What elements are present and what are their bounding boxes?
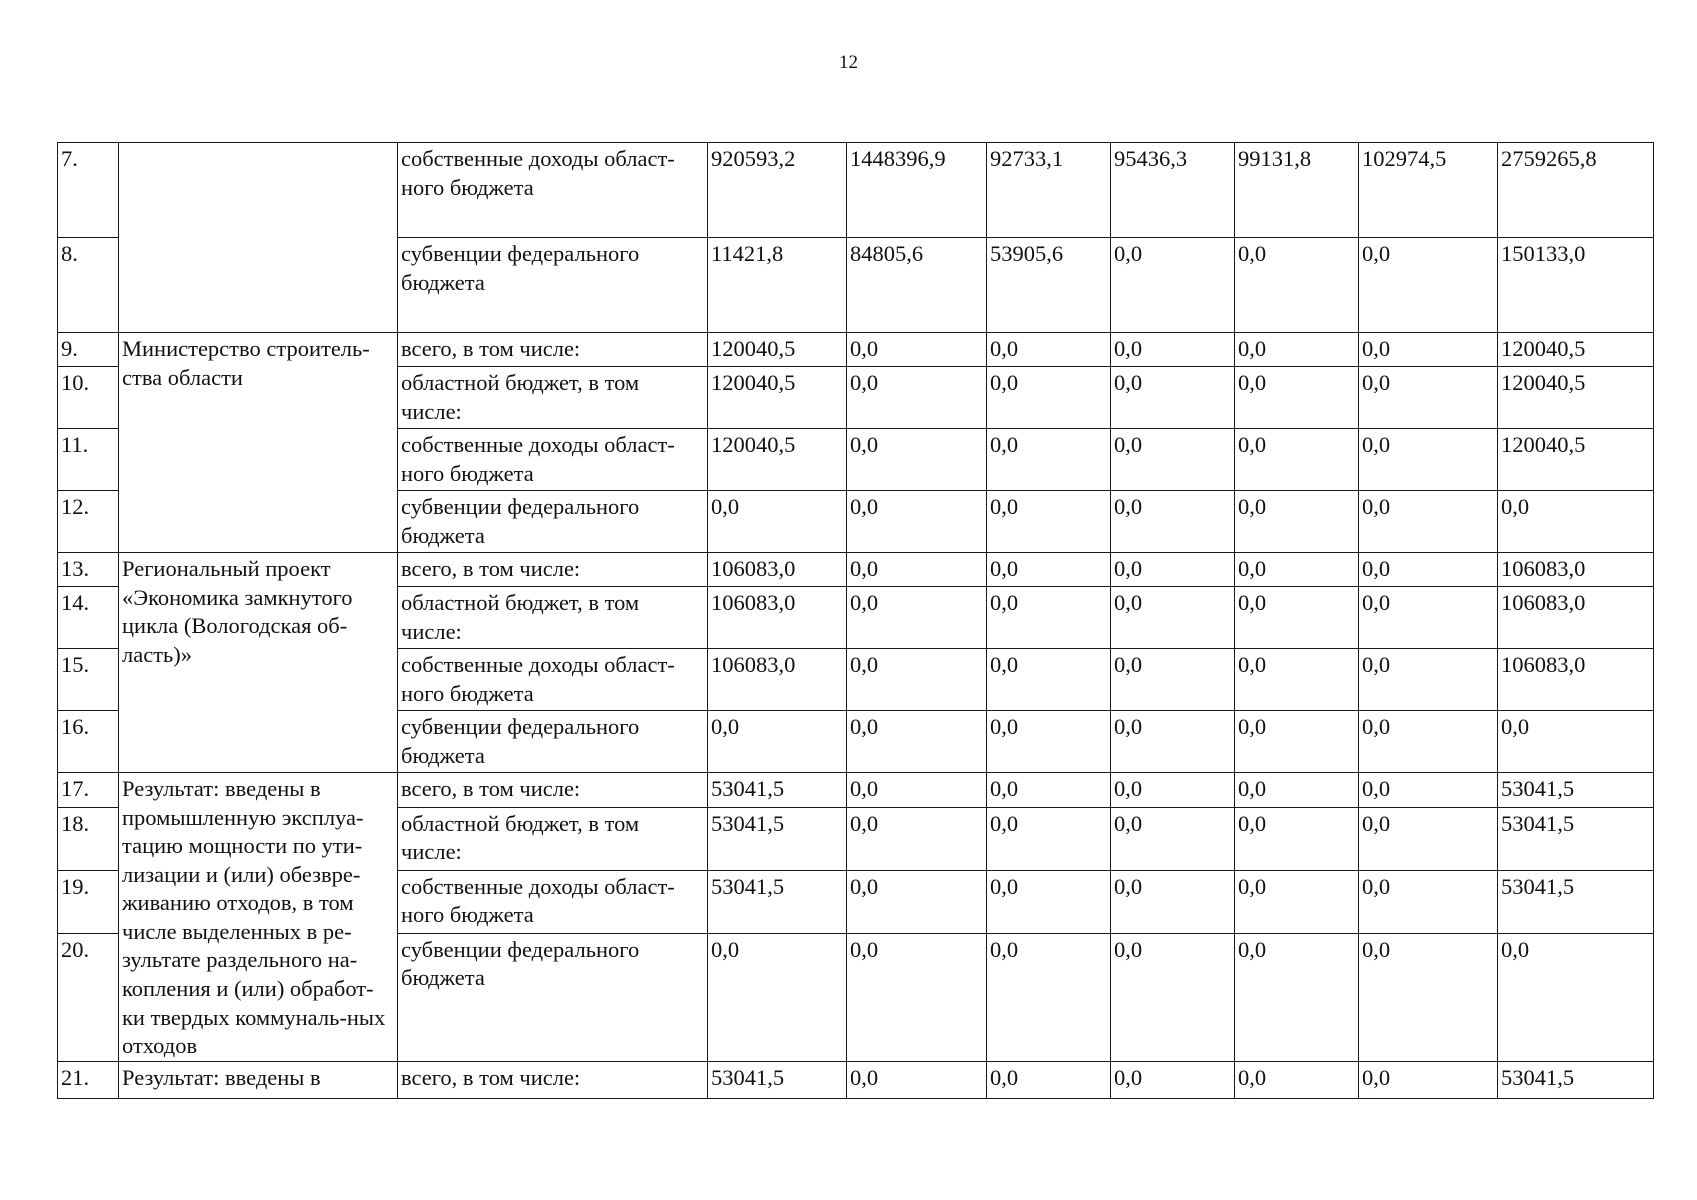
value-cell: 53041,5 — [708, 773, 847, 808]
funding-source-cell: областной бюджет, в том числе: — [398, 807, 708, 870]
value-cell: 102974,5 — [1359, 143, 1498, 238]
value-cell: 0,0 — [1498, 491, 1654, 553]
funding-source-cell: субвенции федерального бюджета — [398, 711, 708, 773]
funding-source-cell: собственные доходы област-ного бюджета — [398, 429, 708, 491]
value-cell: 0,0 — [708, 491, 847, 553]
value-cell: 0,0 — [708, 711, 847, 773]
value-cell: 120040,5 — [1498, 333, 1654, 367]
value-cell: 106083,0 — [1498, 553, 1654, 587]
value-cell: 0,0 — [1235, 1061, 1359, 1098]
value-cell: 95436,3 — [1111, 143, 1235, 238]
value-cell: 106083,0 — [708, 649, 847, 711]
value-cell: 0,0 — [987, 587, 1111, 649]
row-number-cell: 11. — [58, 429, 119, 491]
value-cell: 2759265,8 — [1498, 143, 1654, 238]
value-cell: 0,0 — [1111, 933, 1235, 1061]
value-cell: 120040,5 — [708, 367, 847, 429]
row-number-cell: 16. — [58, 711, 119, 773]
value-cell: 0,0 — [987, 807, 1111, 870]
value-cell: 0,0 — [1359, 333, 1498, 367]
value-cell: 0,0 — [1111, 491, 1235, 553]
value-cell: 0,0 — [1235, 933, 1359, 1061]
value-cell: 0,0 — [847, 870, 987, 933]
value-cell: 920593,2 — [708, 143, 847, 238]
responsible-cell: Результат: введены в — [119, 1061, 398, 1098]
value-cell: 0,0 — [1235, 711, 1359, 773]
value-cell: 0,0 — [1235, 807, 1359, 870]
value-cell: 1448396,9 — [847, 143, 987, 238]
funding-source-cell: всего, в том числе: — [398, 773, 708, 808]
value-cell: 53041,5 — [708, 807, 847, 870]
value-cell: 0,0 — [847, 491, 987, 553]
responsible-cell — [119, 143, 398, 333]
value-cell: 0,0 — [987, 1061, 1111, 1098]
value-cell: 0,0 — [987, 711, 1111, 773]
row-number-cell: 15. — [58, 649, 119, 711]
funding-source-cell: областной бюджет, в том числе: — [398, 367, 708, 429]
row-number-cell: 17. — [58, 773, 119, 808]
value-cell: 0,0 — [987, 870, 1111, 933]
value-cell: 0,0 — [847, 773, 987, 808]
value-cell: 0,0 — [1498, 933, 1654, 1061]
value-cell: 0,0 — [1111, 553, 1235, 587]
value-cell: 0,0 — [1359, 807, 1498, 870]
funding-source-cell: субвенции федерального бюджета — [398, 491, 708, 553]
row-number-cell: 20. — [58, 933, 119, 1061]
value-cell: 0,0 — [1111, 649, 1235, 711]
table-row — [58, 333, 1654, 367]
value-cell: 0,0 — [1111, 333, 1235, 367]
table-row — [58, 1061, 1654, 1098]
responsible-cell: Результат: введены в промышленную эксплуа-тацию мощности по ути-лизации и (или) обезвре-живанию отходов, в том числе выделенных в ре-зультате раздельного на-копления и (или) обработ-ки твердых коммуналь-ных отходов — [119, 773, 398, 1062]
value-cell: 53905,6 — [987, 238, 1111, 333]
value-cell: 0,0 — [847, 711, 987, 773]
row-number-cell: 19. — [58, 870, 119, 933]
row-number-cell: 13. — [58, 553, 119, 587]
value-cell: 0,0 — [987, 553, 1111, 587]
value-cell: 0,0 — [1111, 367, 1235, 429]
value-cell: 106083,0 — [708, 587, 847, 649]
value-cell: 0,0 — [987, 491, 1111, 553]
table-row — [58, 773, 1654, 808]
row-number-cell: 10. — [58, 367, 119, 429]
value-cell: 0,0 — [987, 649, 1111, 711]
value-cell: 0,0 — [1111, 587, 1235, 649]
value-cell: 0,0 — [708, 933, 847, 1061]
funding-source-cell: собственные доходы област-ного бюджета — [398, 870, 708, 933]
value-cell: 106083,0 — [1498, 587, 1654, 649]
value-cell: 106083,0 — [708, 553, 847, 587]
value-cell: 0,0 — [1111, 429, 1235, 491]
value-cell: 0,0 — [1235, 649, 1359, 711]
value-cell: 0,0 — [1359, 553, 1498, 587]
value-cell: 0,0 — [987, 429, 1111, 491]
value-cell: 0,0 — [1359, 238, 1498, 333]
row-number-cell: 8. — [58, 238, 119, 333]
value-cell: 0,0 — [847, 553, 987, 587]
value-cell: 0,0 — [1359, 367, 1498, 429]
value-cell: 120040,5 — [708, 429, 847, 491]
value-cell: 0,0 — [1359, 491, 1498, 553]
value-cell: 0,0 — [1235, 553, 1359, 587]
value-cell: 0,0 — [987, 773, 1111, 808]
row-number-cell: 12. — [58, 491, 119, 553]
value-cell: 0,0 — [987, 367, 1111, 429]
responsible-cell: Министерство строитель-ства области — [119, 333, 398, 553]
value-cell: 0,0 — [847, 367, 987, 429]
value-cell: 106083,0 — [1498, 649, 1654, 711]
value-cell: 0,0 — [987, 333, 1111, 367]
value-cell: 0,0 — [847, 1061, 987, 1098]
value-cell: 0,0 — [1111, 807, 1235, 870]
value-cell: 0,0 — [847, 429, 987, 491]
value-cell: 0,0 — [1235, 870, 1359, 933]
row-number-cell: 9. — [58, 333, 119, 367]
value-cell: 53041,5 — [1498, 807, 1654, 870]
value-cell: 0,0 — [1111, 773, 1235, 808]
value-cell: 120040,5 — [708, 333, 847, 367]
value-cell: 99131,8 — [1235, 143, 1359, 238]
funding-source-cell: областной бюджет, в том числе: — [398, 587, 708, 649]
table-row — [58, 143, 1654, 238]
funding-source-cell: собственные доходы област-ного бюджета — [398, 143, 708, 238]
row-number-cell: 21. — [58, 1061, 119, 1098]
value-cell: 0,0 — [847, 933, 987, 1061]
value-cell: 120040,5 — [1498, 429, 1654, 491]
value-cell: 84805,6 — [847, 238, 987, 333]
row-number-cell: 7. — [58, 143, 119, 238]
value-cell: 53041,5 — [1498, 870, 1654, 933]
value-cell: 0,0 — [987, 933, 1111, 1061]
row-number-cell: 14. — [58, 587, 119, 649]
page-number: 12 — [839, 52, 858, 73]
value-cell: 0,0 — [1359, 1061, 1498, 1098]
value-cell: 0,0 — [1235, 491, 1359, 553]
value-cell: 0,0 — [1359, 711, 1498, 773]
row-number-cell: 18. — [58, 807, 119, 870]
value-cell: 0,0 — [1235, 238, 1359, 333]
value-cell: 0,0 — [1359, 649, 1498, 711]
value-cell: 0,0 — [1359, 429, 1498, 491]
value-cell: 53041,5 — [1498, 1061, 1654, 1098]
value-cell: 0,0 — [1498, 711, 1654, 773]
value-cell: 0,0 — [847, 587, 987, 649]
value-cell: 0,0 — [1111, 711, 1235, 773]
value-cell: 53041,5 — [1498, 773, 1654, 808]
value-cell: 0,0 — [1111, 870, 1235, 933]
value-cell: 0,0 — [1235, 367, 1359, 429]
funding-source-cell: всего, в том числе: — [398, 333, 708, 367]
budget-table-body — [58, 143, 1654, 1099]
value-cell: 0,0 — [847, 333, 987, 367]
value-cell: 0,0 — [1235, 587, 1359, 649]
table-row — [58, 553, 1654, 587]
value-cell: 0,0 — [1111, 238, 1235, 333]
value-cell: 11421,8 — [708, 238, 847, 333]
value-cell: 0,0 — [1235, 333, 1359, 367]
value-cell: 0,0 — [1235, 773, 1359, 808]
funding-source-cell: субвенции федерального бюджета — [398, 238, 708, 333]
value-cell: 0,0 — [847, 649, 987, 711]
value-cell: 0,0 — [1359, 773, 1498, 808]
value-cell: 0,0 — [1359, 587, 1498, 649]
responsible-cell: Региональный проект «Экономика замкнутого цикла (Вологодская об-ласть)» — [119, 553, 398, 773]
funding-source-cell: всего, в том числе: — [398, 1061, 708, 1098]
value-cell: 53041,5 — [708, 1061, 847, 1098]
funding-source-cell: собственные доходы област-ного бюджета — [398, 649, 708, 711]
value-cell: 150133,0 — [1498, 238, 1654, 333]
value-cell: 120040,5 — [1498, 367, 1654, 429]
value-cell: 0,0 — [847, 807, 987, 870]
value-cell: 0,0 — [1235, 429, 1359, 491]
value-cell: 0,0 — [1111, 1061, 1235, 1098]
value-cell: 0,0 — [1359, 870, 1498, 933]
value-cell: 0,0 — [1359, 933, 1498, 1061]
value-cell: 92733,1 — [987, 143, 1111, 238]
value-cell: 53041,5 — [708, 870, 847, 933]
budget-table — [57, 142, 1654, 1099]
funding-source-cell: субвенции федерального бюджета — [398, 933, 708, 1061]
funding-source-cell: всего, в том числе: — [398, 553, 708, 587]
